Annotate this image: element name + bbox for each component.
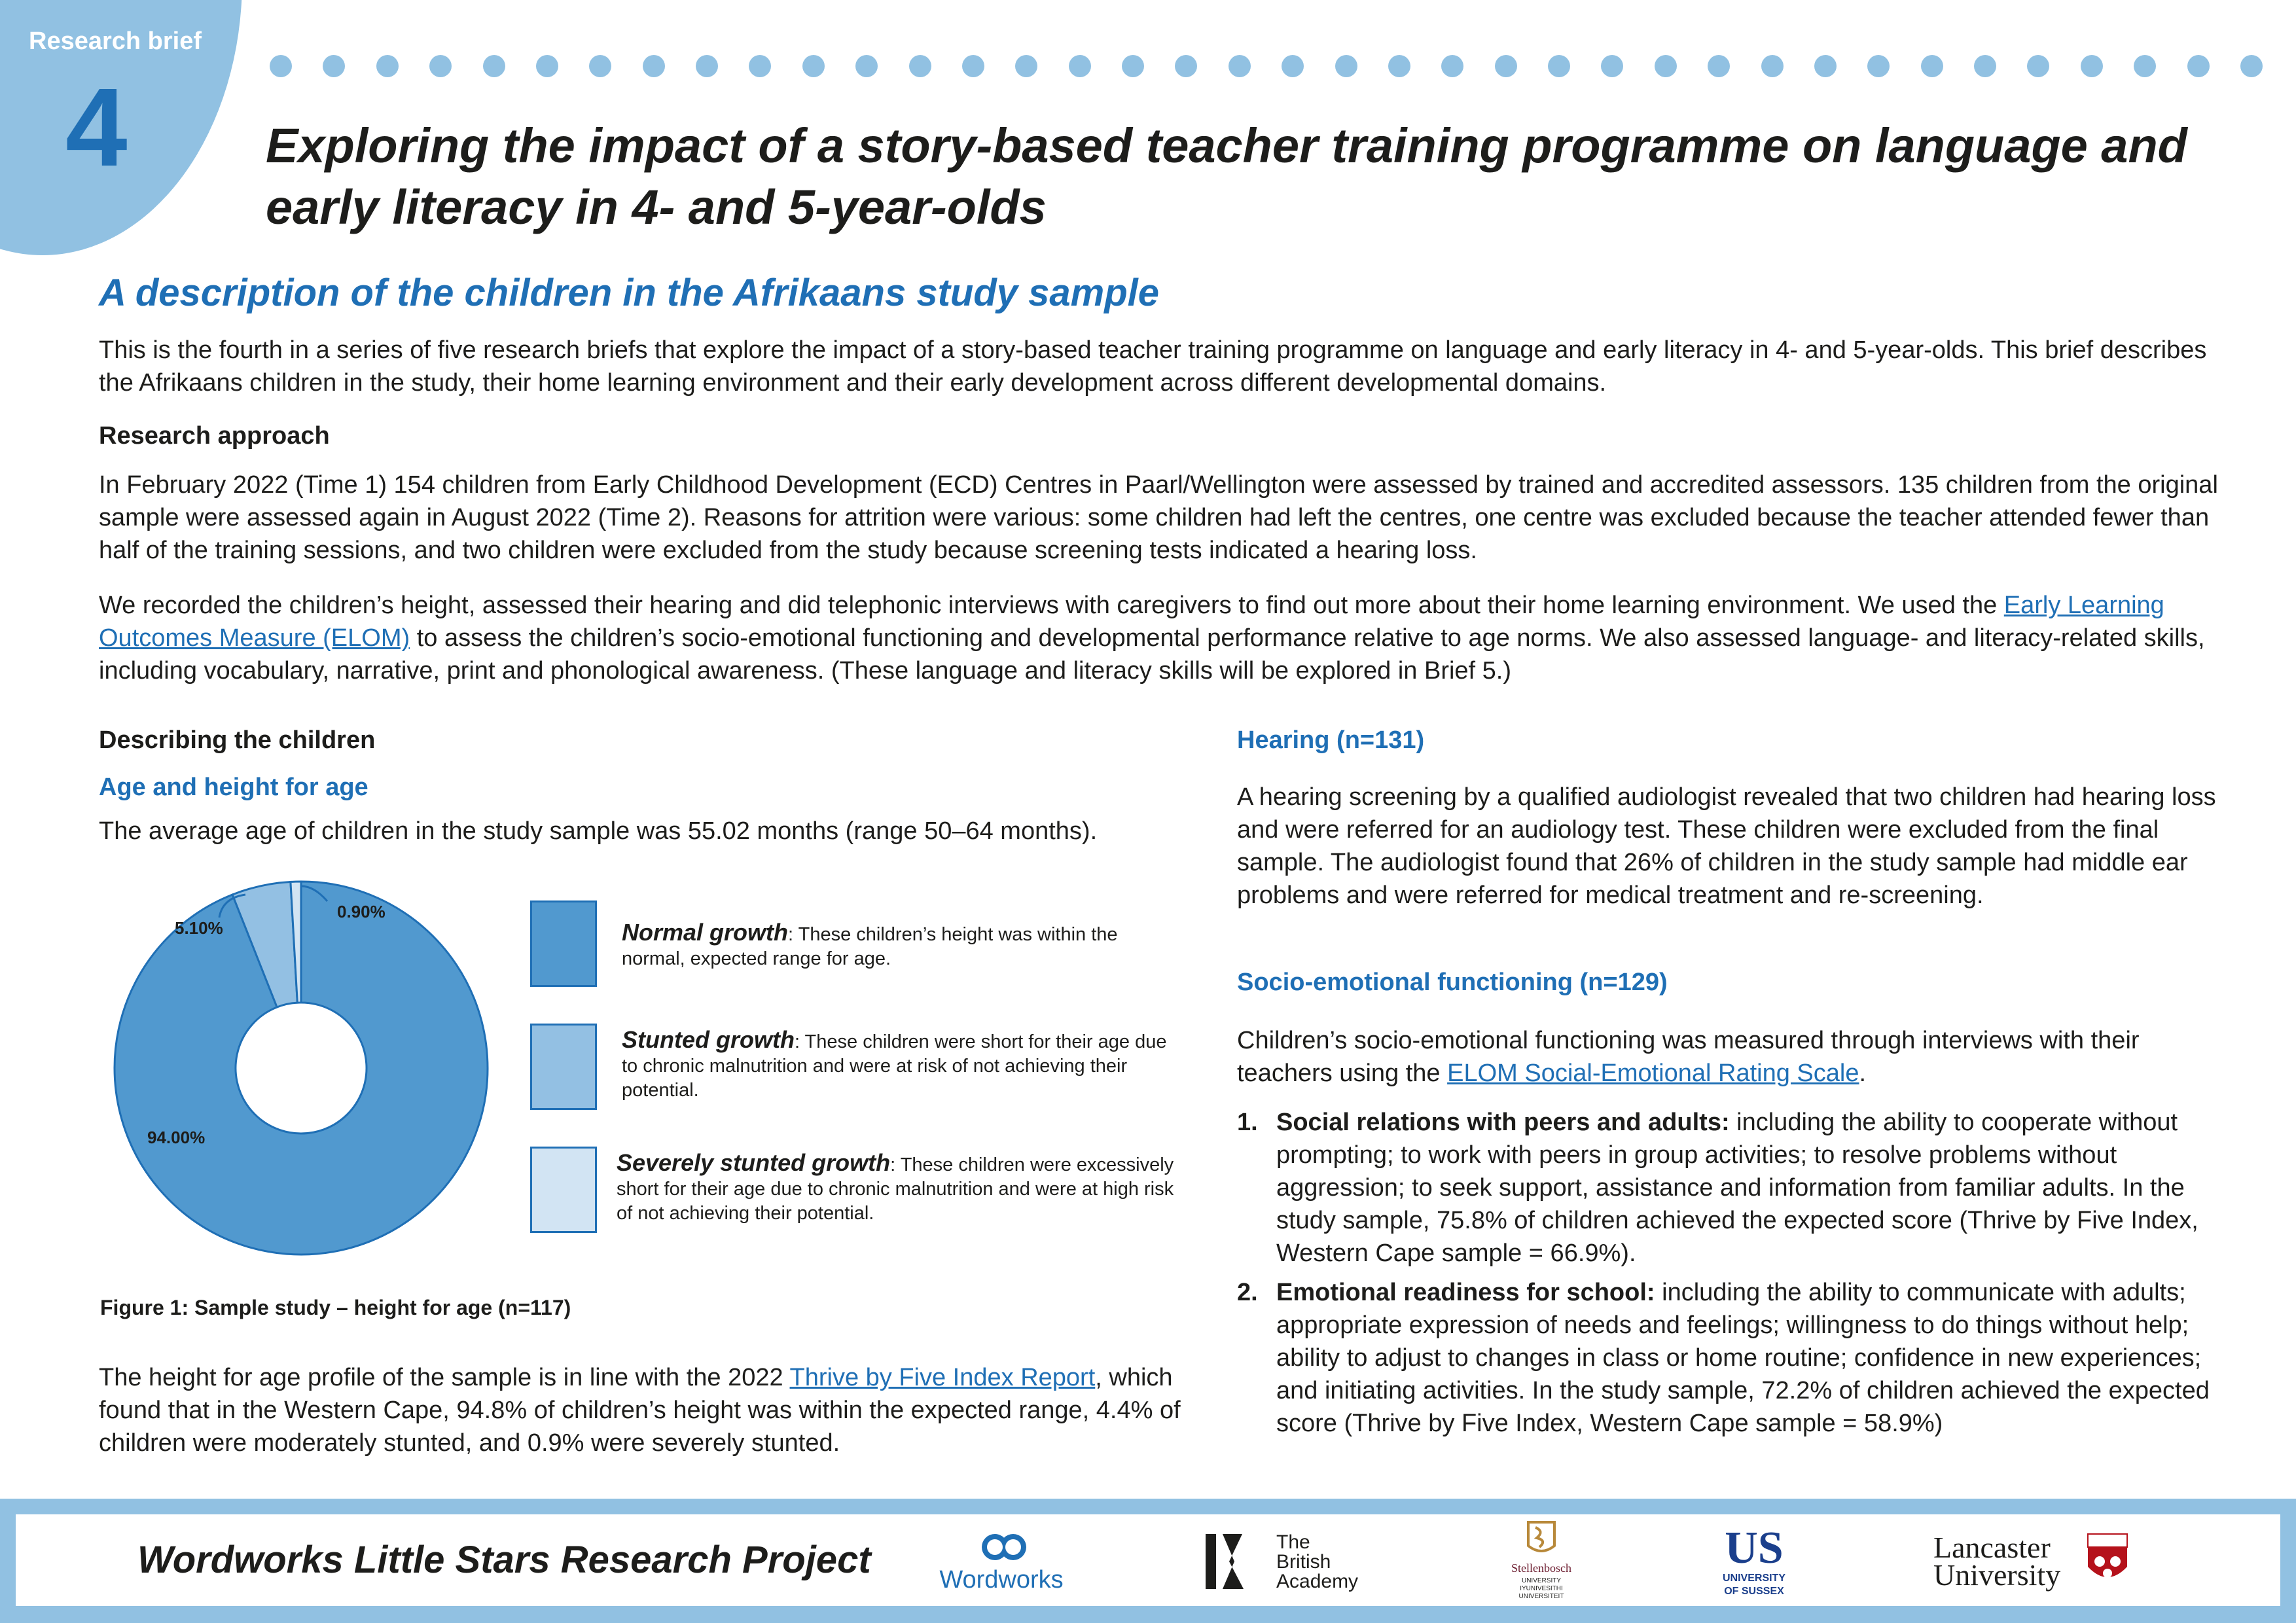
page-title-line-2: early literacy in 4- and 5-year-olds <box>266 180 1047 234</box>
page-title-line-1: Exploring the impact of a story-based teacher training programme on language and <box>266 118 2187 173</box>
brief-number: 4 <box>65 65 128 190</box>
divider-dot <box>1814 55 1837 77</box>
stellenbosch-text-2: UNIVERSITY <box>1521 1577 1562 1584</box>
divider-dot <box>1761 55 1784 77</box>
divider-dot <box>2134 55 2156 77</box>
divider-dot <box>1921 55 1943 77</box>
donut-chart-svg <box>105 872 497 1264</box>
divider-dot <box>2027 55 2049 77</box>
divider-dot <box>1655 55 1677 77</box>
legend-title: Stunted growth <box>622 1026 795 1053</box>
divider-dot <box>1867 55 1890 77</box>
data-label-severely-stunted-growth: 0.90% <box>337 902 386 921</box>
list-item-text: including the ability to cooperate without prompting; to work with peers in group activities; to resolve problems without aggression; to seek support, assistance and information from familiar adults. In the study sample, 75.8% of children achieved the expected score (Thrive by Five Index, Western Cape sample = 66.9%). <box>1276 1109 2198 1267</box>
data-label-normal-growth: 94.00% <box>147 1128 206 1147</box>
divider-dot <box>962 55 984 77</box>
list-item-text: including the ability to communicate with adults; appropriate expression of needs and feelings; willingness to do things without help; ability to adjust to changes in class or home routine; confidence in new experiences; and initiating activities. In the study sample, 72.2% of children achieved the expected score (Thrive by Five Index, Western Cape sample = 58.9%) <box>1276 1279 2210 1437</box>
stellenbosch-text-1: Stellenbosch <box>1511 1561 1571 1575</box>
research-approach-paragraph-2 <box>99 589 2219 687</box>
sussex-text-1: US <box>1725 1523 1784 1573</box>
divider-dot <box>1601 55 1623 77</box>
divider-dot <box>429 55 452 77</box>
divider-dot <box>696 55 718 77</box>
hearing-text: A hearing screening by a qualified audiologist revealed that two children had hearing loss and were referred for an audiology test. These children were excluded from the final sample. The audiologist found that 26% of children in the study sample had middle ear problems and were referred for medical treatment and re-screening. <box>1237 783 2216 909</box>
elom-link[interactable]: Early Learning Outcomes Measure (ELOM) <box>99 592 2164 652</box>
list-item <box>1237 1276 2219 1440</box>
divider-dot <box>536 55 558 77</box>
divider-dot <box>2187 55 2210 77</box>
british-academy-logo[interactable] <box>1203 1529 1373 1594</box>
divider-dot <box>1441 55 1463 77</box>
divider-dot <box>1122 55 1144 77</box>
divider-dot <box>1335 55 1357 77</box>
footer-title: Wordworks Little Stars Research Project <box>137 1539 871 1581</box>
divider-dot <box>589 55 611 77</box>
divider-dot <box>1388 55 1410 77</box>
divider-dot <box>802 55 825 77</box>
figure-caption: Figure 1: Sample study – height for age (n=117) <box>100 1296 571 1319</box>
divider-dot <box>643 55 665 77</box>
sussex-text-2: UNIVERSITY <box>1722 1573 1786 1584</box>
divider-dot <box>2081 55 2103 77</box>
divider-dot <box>2240 55 2263 77</box>
socio-emotional-heading: Socio-emotional functioning (n=129) <box>1237 969 1668 996</box>
sussex-text-3: OF SUSSEX <box>1724 1586 1784 1597</box>
brief-label: Research brief <box>29 27 202 55</box>
legend-title: Normal growth <box>622 919 789 946</box>
list-number: 1. <box>1237 1109 1258 1136</box>
sussex-logo-icon <box>1702 1522 1806 1601</box>
divider-dot <box>1175 55 1197 77</box>
socio-emotional-text <box>1237 1024 2219 1090</box>
stellenbosch-text-4: UNIVERSITEIT <box>1518 1593 1564 1600</box>
elom-rating-scale-link[interactable]: ELOM Social-Emotional Rating Scale <box>1447 1060 1859 1087</box>
legend-text-normal <box>622 920 1185 971</box>
data-label-stunted-growth: 5.10% <box>175 918 223 938</box>
lancaster-text-2: University <box>1933 1558 2061 1592</box>
legend-desc: : These children’s height was within the normal, expected range for age. <box>622 924 1118 969</box>
legend-text-severe <box>617 1150 1193 1226</box>
lancaster-logo[interactable] <box>1931 1525 2140 1597</box>
divider-dot <box>1069 55 1091 77</box>
text-span: The height for age profile of the sample is in line with the 2022 <box>99 1364 790 1391</box>
divider-dot <box>909 55 931 77</box>
text-span: , which found that in the Western Cape, 94.8% of children’s height was within the expected range, 4.4% of children were moderately stunted, and 0.9% were severely stunted. <box>99 1364 1181 1457</box>
divider-dot <box>1548 55 1570 77</box>
divider-dot <box>1229 55 1251 77</box>
divider-dot <box>855 55 878 77</box>
wordworks-logo[interactable] <box>929 1529 1073 1594</box>
divider-dot <box>270 55 292 77</box>
intro-paragraph: This is the fourth in a series of five research briefs that explore the impact of a story-based teacher training programme on language and early literacy in 4- and 5-year-olds. This brief describes the Afrikaans children in the study, their home learning environment and their early development across different developmental domains. <box>99 336 2207 397</box>
divider-dot <box>1495 55 1517 77</box>
divider-dot <box>1708 55 1730 77</box>
thrive-by-five-link[interactable]: Thrive by Five Index Report <box>789 1364 1096 1391</box>
divider-dot <box>1282 55 1304 77</box>
list-number: 2. <box>1237 1279 1258 1306</box>
british-academy-logo-icon <box>1203 1529 1373 1594</box>
legend-text-stunted <box>622 1027 1185 1103</box>
wordworks-logo-icon <box>929 1529 1073 1594</box>
stellenbosch-text-3: IYUNIVESITHI <box>1520 1585 1563 1592</box>
divider-dot <box>1015 55 1037 77</box>
legend-swatch-stunted <box>530 1024 597 1110</box>
stellenbosch-logo[interactable] <box>1499 1520 1584 1602</box>
height-for-age-chart <box>105 872 497 1264</box>
list-item <box>1237 1106 2219 1270</box>
lancaster-logo-icon <box>1931 1525 2140 1597</box>
divider-dot <box>323 55 345 77</box>
lancaster-text-1: Lancaster <box>1933 1531 2051 1564</box>
socio-emotional-list <box>1237 1106 2219 1446</box>
sussex-logo[interactable] <box>1702 1522 1806 1601</box>
wordworks-logo-text: Wordworks <box>939 1566 1064 1594</box>
legend-swatch-normal <box>530 901 597 987</box>
british-academy-text-1: The <box>1276 1531 1310 1553</box>
divider-dot <box>483 55 505 77</box>
dot-divider <box>270 55 2263 77</box>
legend-desc: : These children were excessively short for their age due to chronic malnutrition and were at high risk of not achieving their potential. <box>617 1154 1174 1224</box>
british-academy-text-2: British <box>1276 1551 1331 1573</box>
text-span: . <box>1859 1060 1867 1087</box>
text-span: Children’s socio-emotional functioning was measured through interviews with their teachers using the <box>1237 1027 2140 1087</box>
text-span: to assess the children’s socio-emotional functioning and developmental performance relative to age norms. We also assessed language- and literacy-related skills, including vocabulary, narrative, print and phonological awareness. (These language and literacy skills will be explored in Brief 5.) <box>99 624 2205 685</box>
text-span: We recorded the children’s height, assessed their hearing and did telephonic interviews with caregivers to find out more about their home learning environment. We used the <box>99 592 2004 619</box>
describing-children-heading: Describing the children <box>99 726 376 754</box>
divider-dot <box>1974 55 1996 77</box>
stellenbosch-logo-icon <box>1499 1520 1584 1602</box>
legend-swatch-severe <box>530 1147 597 1233</box>
research-approach-paragraph-1: In February 2022 (Time 1) 154 children from Early Childhood Development (ECD) Centres in Paarl/Wellington were assessed by trained and accredited assessors. 135 children from the original sample were assessed again in August 2022 (Time 2). Reasons for attrition were various: some children had left the centres, one centre was excluded because the teacher attended fewer than half of the training sessions, and two children were excluded from the study because screening tests indicated a hearing loss. <box>99 471 2218 564</box>
list-item-title: Social relations with peers and adults: <box>1276 1109 1730 1136</box>
british-academy-text-3: Academy <box>1276 1571 1359 1592</box>
list-item-title: Emotional readiness for school: <box>1276 1279 1655 1306</box>
legend-desc: : These children were short for their age due to chronic malnutrition and were at risk of not achieving their potential. <box>622 1031 1167 1101</box>
research-approach-heading: Research approach <box>99 422 330 450</box>
age-height-heading: Age and height for age <box>99 774 368 801</box>
divider-dot <box>749 55 771 77</box>
height-profile-paragraph <box>99 1361 1198 1459</box>
age-text: The average age of children in the study sample was 55.02 months (range 50–64 months). <box>99 817 1098 845</box>
section-subtitle: A description of the children in the Afrikaans study sample <box>99 272 1160 314</box>
divider-dot <box>376 55 399 77</box>
legend-title: Severely stunted growth <box>617 1149 891 1176</box>
page-title <box>266 115 2229 238</box>
hearing-heading: Hearing (n=131) <box>1237 726 1425 754</box>
